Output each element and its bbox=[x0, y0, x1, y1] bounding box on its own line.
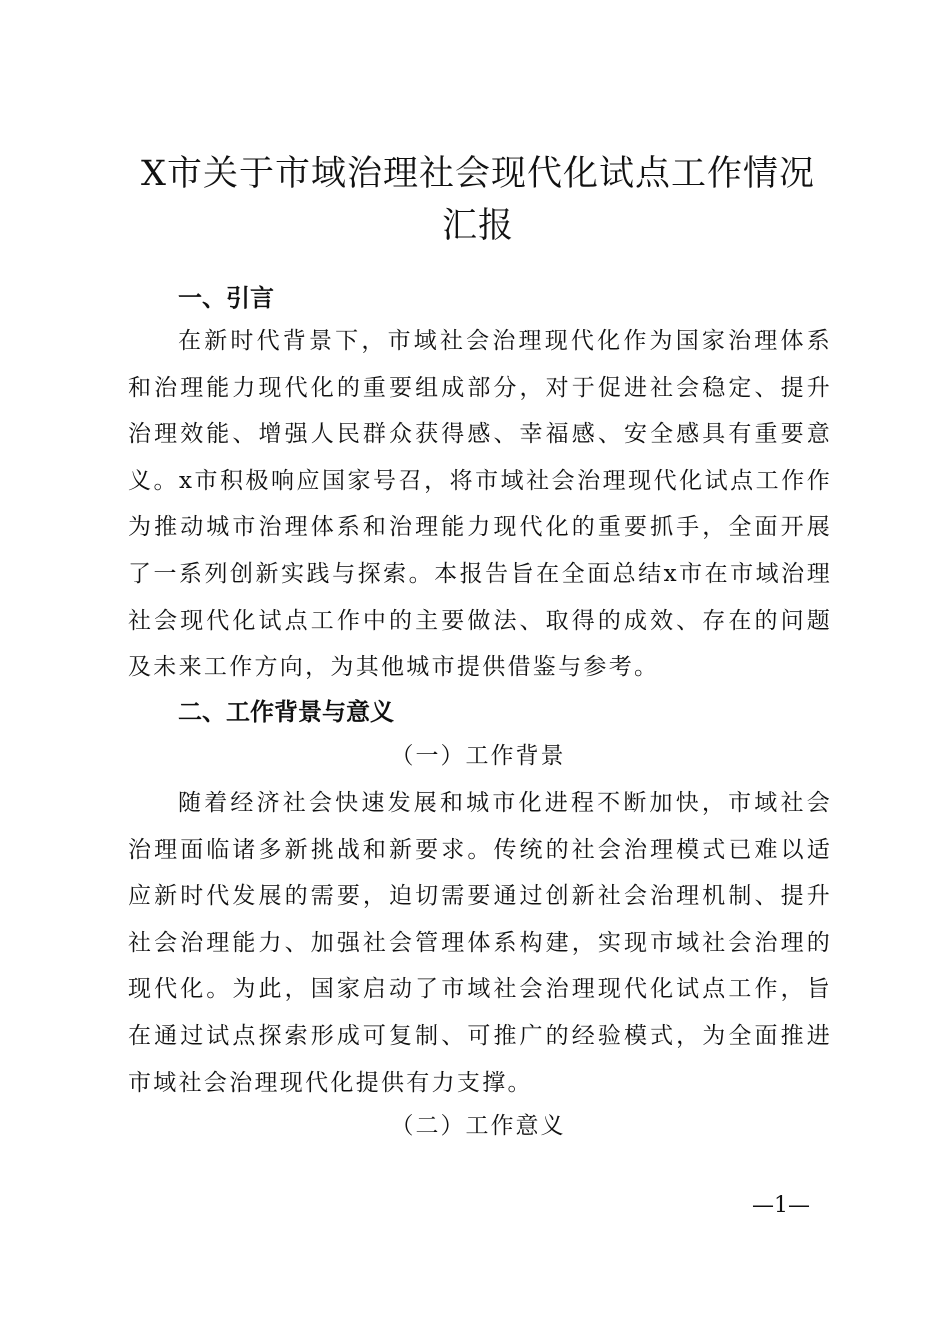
section-heading-introduction: 一、引言 bbox=[178, 284, 274, 312]
subsection-heading-background: （一）工作背景 bbox=[390, 743, 566, 769]
subsection-heading-significance: （二）工作意义 bbox=[390, 1113, 566, 1139]
page-number: —1— bbox=[752, 1193, 810, 1218]
section-heading-background-significance: 二、工作背景与意义 bbox=[178, 698, 394, 726]
introduction-paragraph: 在新时代背景下，市域社会治理现代化作为国家治理体系和治理能力现代化的重要组成部分，对于促进社会稳定、提升治理效能、增强人民群众获得感、幸福感、安全感具有重要意义。x市积极响应国家号召，将市域社会治理现代化试点工作作为推动城市治理体系和治理能力现代化的重要抓手，全面开展了一系列创新实践与探索。本报告旨在全面总结x市在市域治理社会现代化试点工作中的主要做法、取得的成效、存在的问题及未来工作方向，为其他城市提供借鉴与参考。 bbox=[128, 328, 832, 681]
background-paragraph: 随着经济社会快速发展和城市化进程不断加快，市域社会治理面临诸多新挑战和新要求。传统的社会治理模式已难以适应新时代发展的需要，迫切需要通过创新社会治理机制、提升社会治理能力、加强社会管理体系构建，实现市域社会治理的现代化。为此，国家启动了市域社会治理现代化试点工作，旨在通过试点探索形成可复制、可推广的经验模式，为全面推进市域社会治理现代化提供有力支撑。 bbox=[128, 790, 832, 1096]
document-title: X市关于市域治理社会现代化试点工作情况汇报 bbox=[141, 154, 815, 246]
